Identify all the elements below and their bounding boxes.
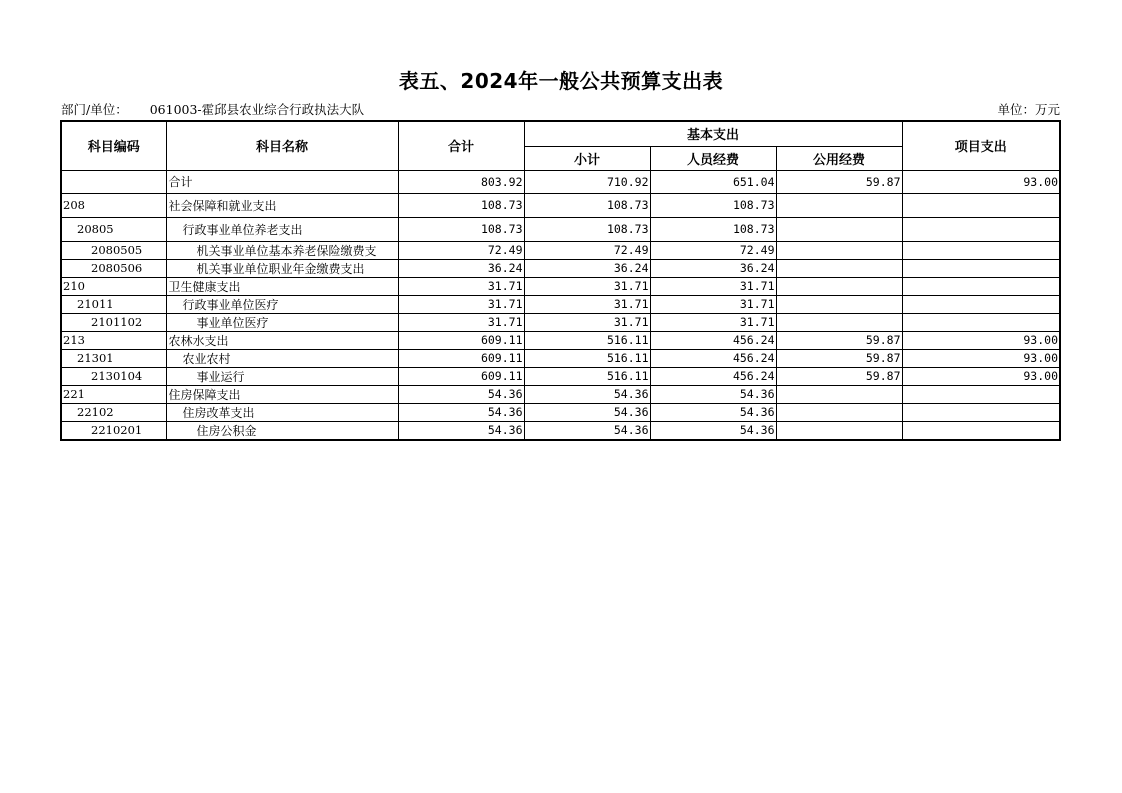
cell-subtotal: 710.92 xyxy=(524,170,650,193)
cell-personnel: 651.04 xyxy=(650,170,776,193)
table-row xyxy=(61,295,1060,313)
cell-personnel: 54.36 xyxy=(650,385,776,403)
cell-personnel: 72.49 xyxy=(650,241,776,259)
table-row xyxy=(61,193,1060,217)
cell-name: 农林水支出 xyxy=(166,331,398,349)
cell-personnel: 456.24 xyxy=(650,349,776,367)
cell-code: 2101102 xyxy=(61,313,166,331)
header-project: 项目支出 xyxy=(902,121,1060,170)
cell-total: 31.71 xyxy=(398,295,524,313)
table-header xyxy=(61,121,1060,170)
cell-public xyxy=(776,313,902,331)
cell-subtotal: 516.11 xyxy=(524,367,650,385)
cell-project xyxy=(902,313,1060,331)
cell-project: 93.00 xyxy=(902,349,1060,367)
cell-total: 31.71 xyxy=(398,313,524,331)
cell-personnel: 31.71 xyxy=(650,313,776,331)
cell-subtotal: 54.36 xyxy=(524,421,650,440)
cell-total: 31.71 xyxy=(398,277,524,295)
cell-name: 事业运行 xyxy=(166,367,398,385)
cell-project: 93.00 xyxy=(902,367,1060,385)
header-subtotal: 小计 xyxy=(524,146,650,170)
cell-total: 54.36 xyxy=(398,421,524,440)
cell-project: 93.00 xyxy=(902,331,1060,349)
cell-name: 行政事业单位医疗 xyxy=(166,295,398,313)
cell-project xyxy=(902,193,1060,217)
cell-personnel: 108.73 xyxy=(650,193,776,217)
cell-code: 22102 xyxy=(61,403,166,421)
cell-personnel: 456.24 xyxy=(650,331,776,349)
header-basic: 基本支出 xyxy=(524,121,902,146)
cell-name: 住房公积金 xyxy=(166,421,398,440)
cell-project xyxy=(902,421,1060,440)
cell-public: 59.87 xyxy=(776,331,902,349)
cell-subtotal: 31.71 xyxy=(524,295,650,313)
cell-name: 农业农村 xyxy=(166,349,398,367)
cell-code: 21301 xyxy=(61,349,166,367)
cell-subtotal: 54.36 xyxy=(524,385,650,403)
header-public: 公用经费 xyxy=(776,146,902,170)
table-row xyxy=(61,313,1060,331)
cell-total: 108.73 xyxy=(398,193,524,217)
cell-personnel: 456.24 xyxy=(650,367,776,385)
table-row xyxy=(61,403,1060,421)
cell-total: 54.36 xyxy=(398,385,524,403)
cell-name: 行政事业单位养老支出 xyxy=(166,217,398,241)
cell-personnel: 36.24 xyxy=(650,259,776,277)
cell-personnel: 54.36 xyxy=(650,403,776,421)
cell-personnel: 108.73 xyxy=(650,217,776,241)
department-label: 部门/单位： xyxy=(61,102,128,117)
department-name: 061003-霍邱县农业综合行政执法大队 xyxy=(149,102,365,117)
cell-total: 609.11 xyxy=(398,349,524,367)
cell-code: 20805 xyxy=(61,217,166,241)
cell-personnel: 31.71 xyxy=(650,277,776,295)
cell-project xyxy=(902,385,1060,403)
cell-public xyxy=(776,259,902,277)
budget-table xyxy=(60,120,1061,441)
header-total: 合计 xyxy=(398,121,524,170)
cell-public: 59.87 xyxy=(776,367,902,385)
cell-name: 机关事业单位基本养老保险缴费支 xyxy=(166,241,398,259)
cell-project xyxy=(902,277,1060,295)
cell-public xyxy=(776,241,902,259)
cell-code: 2080505 xyxy=(61,241,166,259)
cell-public xyxy=(776,193,902,217)
cell-subtotal: 516.11 xyxy=(524,331,650,349)
cell-project xyxy=(902,403,1060,421)
cell-name: 住房改革支出 xyxy=(166,403,398,421)
cell-public xyxy=(776,421,902,440)
cell-subtotal: 54.36 xyxy=(524,403,650,421)
cell-code: 221 xyxy=(61,385,166,403)
cell-public xyxy=(776,385,902,403)
cell-total: 803.92 xyxy=(398,170,524,193)
cell-total: 108.73 xyxy=(398,217,524,241)
table-row xyxy=(61,421,1060,440)
cell-public xyxy=(776,277,902,295)
table-row xyxy=(61,259,1060,277)
cell-code: 2080506 xyxy=(61,259,166,277)
cell-name: 事业单位医疗 xyxy=(166,313,398,331)
table-row xyxy=(61,367,1060,385)
cell-project xyxy=(902,241,1060,259)
table-row xyxy=(61,241,1060,259)
cell-name: 合计 xyxy=(166,170,398,193)
cell-project: 93.00 xyxy=(902,170,1060,193)
cell-public: 59.87 xyxy=(776,349,902,367)
cell-subtotal: 108.73 xyxy=(524,217,650,241)
unit-label: 单位：万元 xyxy=(997,102,1060,117)
cell-project xyxy=(902,259,1060,277)
cell-public xyxy=(776,295,902,313)
cell-subtotal: 108.73 xyxy=(524,193,650,217)
header-code: 科目编码 xyxy=(61,121,166,170)
cell-subtotal: 31.71 xyxy=(524,277,650,295)
cell-subtotal: 72.49 xyxy=(524,241,650,259)
cell-subtotal: 31.71 xyxy=(524,313,650,331)
cell-personnel: 54.36 xyxy=(650,421,776,440)
cell-code: 213 xyxy=(61,331,166,349)
page-title: 表五、2024年一般公共预算支出表 xyxy=(398,69,724,93)
table-row xyxy=(61,385,1060,403)
cell-code xyxy=(61,170,166,193)
cell-code: 2130104 xyxy=(61,367,166,385)
cell-code: 210 xyxy=(61,277,166,295)
cell-name: 社会保障和就业支出 xyxy=(166,193,398,217)
cell-total: 72.49 xyxy=(398,241,524,259)
cell-subtotal: 516.11 xyxy=(524,349,650,367)
cell-total: 36.24 xyxy=(398,259,524,277)
table-row xyxy=(61,217,1060,241)
department-line xyxy=(61,102,364,118)
cell-total: 54.36 xyxy=(398,403,524,421)
table-row xyxy=(61,277,1060,295)
cell-personnel: 31.71 xyxy=(650,295,776,313)
cell-name: 卫生健康支出 xyxy=(166,277,398,295)
cell-code: 208 xyxy=(61,193,166,217)
table-body xyxy=(61,170,1060,440)
cell-project xyxy=(902,217,1060,241)
cell-code: 21011 xyxy=(61,295,166,313)
table-row xyxy=(61,170,1060,193)
cell-public xyxy=(776,217,902,241)
cell-public xyxy=(776,403,902,421)
cell-total: 609.11 xyxy=(398,331,524,349)
cell-total: 609.11 xyxy=(398,367,524,385)
cell-public: 59.87 xyxy=(776,170,902,193)
table-row xyxy=(61,349,1060,367)
cell-project xyxy=(902,295,1060,313)
cell-subtotal: 36.24 xyxy=(524,259,650,277)
cell-code: 2210201 xyxy=(61,421,166,440)
table-row xyxy=(61,331,1060,349)
header-name: 科目名称 xyxy=(166,121,398,170)
cell-name: 机关事业单位职业年金缴费支出 xyxy=(166,259,398,277)
header-personnel: 人员经费 xyxy=(650,146,776,170)
cell-name: 住房保障支出 xyxy=(166,385,398,403)
